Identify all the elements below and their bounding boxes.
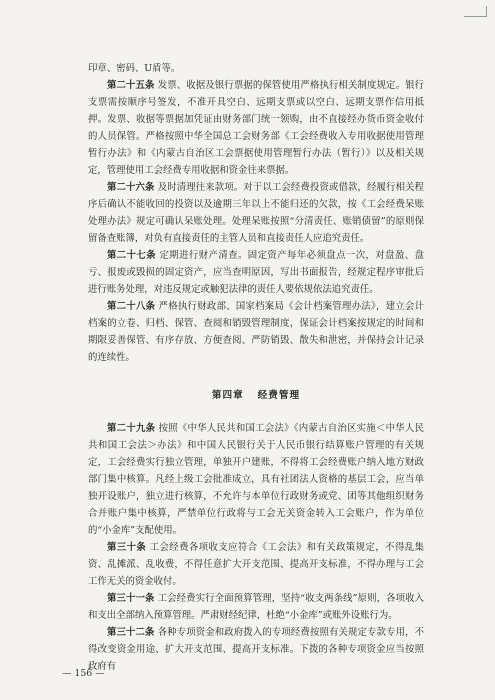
chapter-number: 第四章 [211, 390, 244, 401]
chapter-title: 经费管理 [257, 390, 301, 401]
paragraph-text: 按照《中华人民共和国工会法》《内蒙古自治区实施＜中华人民共和国工会法＞办法》和中国人民银行关于人民币银行结算账户管理的有关规定，工会经费实行独立管理，单独开户建账，不得将工会经费账户纳入地方财政部门集中核算。凡经上级工会批准成立，具有社团法人资格的基层工会，应当单独开设账户，独立进行核算，不允许与本单位行政财务或党、团等其他组织财务合并账户集中核算，严禁单位行政将与工会无关资金转入工会账户，作为单位的“小金库”支配使用。 [88, 423, 424, 536]
paragraph-text: 工会经费实行全面预算管理，坚持“收支两条线”原则，各项收入和支出全部纳入预算管理。严肃财经纪律，杜绝“小金库”或账外设账行为。 [88, 593, 424, 621]
article-number: 第二十九条 [107, 423, 156, 434]
chapter-heading [88, 387, 424, 404]
paragraph [88, 624, 424, 675]
document-body [88, 60, 424, 675]
paragraph [88, 247, 424, 298]
article-number: 第二十六条 [107, 182, 155, 193]
paragraph-text: 各种专项资金和政府拨入的专项经费按照有关规定专款专用，不得改变资金用途、扩大开支范围、提高开支标准。下拨的各种专项资金应当按照政府有 [88, 627, 424, 672]
paragraph-text: 印章、密码、U盾等。 [88, 63, 181, 74]
paragraph-text: 及时清理往来款项。对于以工会经费投资或借款，经履行相关程序后确认不能收回的投资以及逾期三年以上不能归还的欠款，按《工会经费呆账处理办法》规定可确认呆账处理。处理呆账按照“分清责任、账销债留”的原则保留备查账簿，对负有直接责任的主管人员和直接责任人应追究责任。 [88, 182, 424, 244]
paragraph-text: 严格执行财政部、国家档案局《会计档案管理办法》，建立会计档案的立卷、归档、保管、查阅和销毁管理制度，保证会计档案按规定的时间和期限妥善保管、有序存放、方便查阅、严防销毁、散失和泄密，并保持会计记录的连续性。 [88, 301, 424, 363]
article-number: 第二十五条 [107, 80, 155, 91]
paragraph [88, 420, 424, 539]
paragraph [88, 77, 424, 179]
paragraphs-top [88, 60, 424, 366]
article-number: 第三十条 [107, 542, 147, 553]
paragraph-text: 发票、收据及银行票据的保管使用严格执行相关制度规定。银行支票需按顺序号签发，不准开具空白、远期支票或以空白、远期支票作信用抵押。发票、收据等票据加凭证由财务部门统一领购，由不直接经办货币资金收付的人员保管。严格按照中华全国总工会财务部《工会经费收入专用收据使用管理暂行办法》和《内蒙古自治区工会票据使用管理暂行办法（暂行）》以及相关规定，管理使用工会经费专用收据和资金往来票据。 [88, 80, 424, 176]
paragraph [88, 539, 424, 590]
page-corner-mark [464, 6, 487, 17]
article-number: 第三十一条 [107, 593, 155, 604]
article-number: 第二十七条 [107, 250, 157, 261]
paragraph-text: 定期进行财产清查。固定资产每年必须盘点一次，对盘盈、盘亏、报废或毁损的固定资产，应当查明原因，写出书面报告，经规定程序审批后进行账务处理，对违反规定或触犯法律的责任人要依规依法追究责任。 [88, 250, 424, 295]
paragraph [88, 60, 424, 77]
paragraph [88, 298, 424, 366]
article-number: 第二十八条 [107, 301, 156, 312]
page-number: — 156 — [62, 668, 105, 679]
paragraphs-bottom [88, 420, 424, 675]
paragraph [88, 590, 424, 624]
paragraph [88, 179, 424, 247]
paragraph-text: 工会经费各项收支应符合《工会法》和有关政策规定，不得乱集资、乱摊派、乱收费，不得任意扩大开支范围、提高开支标准，不得办理与工会工作无关的资金收付。 [88, 542, 424, 587]
article-number: 第三十二条 [107, 627, 155, 638]
